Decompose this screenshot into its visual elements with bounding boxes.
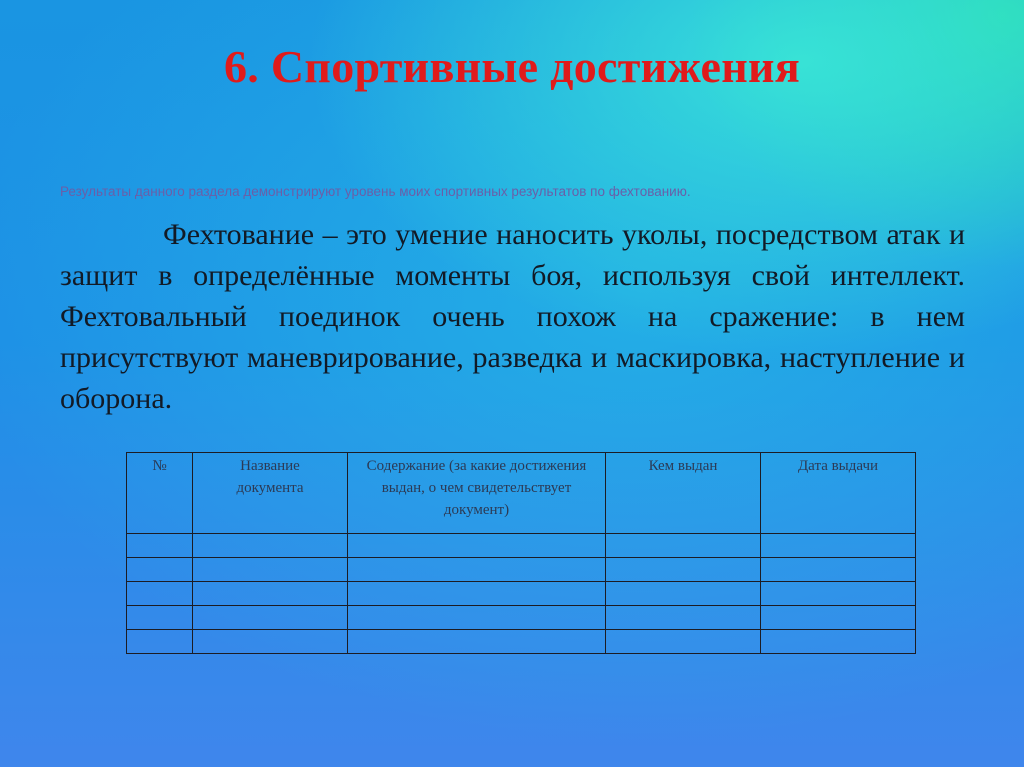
table-cell	[761, 558, 916, 582]
column-header-content: Содержание (за какие достижения выдан, о чем свидетельствует документ)	[348, 453, 606, 534]
table-cell	[606, 630, 761, 654]
slide-title: 6. Спортивные достижения	[223, 41, 801, 92]
table-cell	[348, 534, 606, 558]
table-cell	[127, 534, 193, 558]
table-cell	[348, 630, 606, 654]
table-cell	[127, 606, 193, 630]
table-cell	[606, 606, 761, 630]
documents-table	[126, 452, 916, 654]
table-cell	[348, 606, 606, 630]
table-cell	[606, 534, 761, 558]
column-header-issue-date: Дата выдачи	[761, 453, 916, 534]
table-cell	[193, 582, 348, 606]
table-cell	[761, 582, 916, 606]
table-cell	[127, 582, 193, 606]
table-row	[127, 606, 916, 630]
column-header-issued-by: Кем выдан	[606, 453, 761, 534]
table-cell	[606, 582, 761, 606]
table-row	[127, 630, 916, 654]
table-row	[127, 558, 916, 582]
table-cell	[127, 630, 193, 654]
column-header-document-name: Название документа	[193, 453, 348, 534]
table-cell	[348, 558, 606, 582]
table-cell	[761, 606, 916, 630]
table-cell	[761, 534, 916, 558]
column-header-number: №	[127, 453, 193, 534]
table-cell	[761, 630, 916, 654]
intro-text: Результаты данного раздела демонстрируют уровень моих спортивных результатов по фехтованию.	[60, 184, 691, 199]
body-paragraph: Фехтование – это умение наносить уколы, посредством атак и защит в определённые моменты боя, используя свой интеллект. Фехтовальный поединок очень похож на сражение: в нем присутствуют маневрирование, разведка и маскировка, наступление и оборона.	[60, 218, 965, 415]
table-cell	[348, 582, 606, 606]
table-row	[127, 582, 916, 606]
table-cell	[606, 558, 761, 582]
table-cell	[193, 606, 348, 630]
table-cell	[193, 534, 348, 558]
table-cell	[127, 558, 193, 582]
table-cell	[193, 558, 348, 582]
table-row	[127, 534, 916, 558]
table-header-row	[127, 453, 916, 534]
table-cell	[193, 630, 348, 654]
